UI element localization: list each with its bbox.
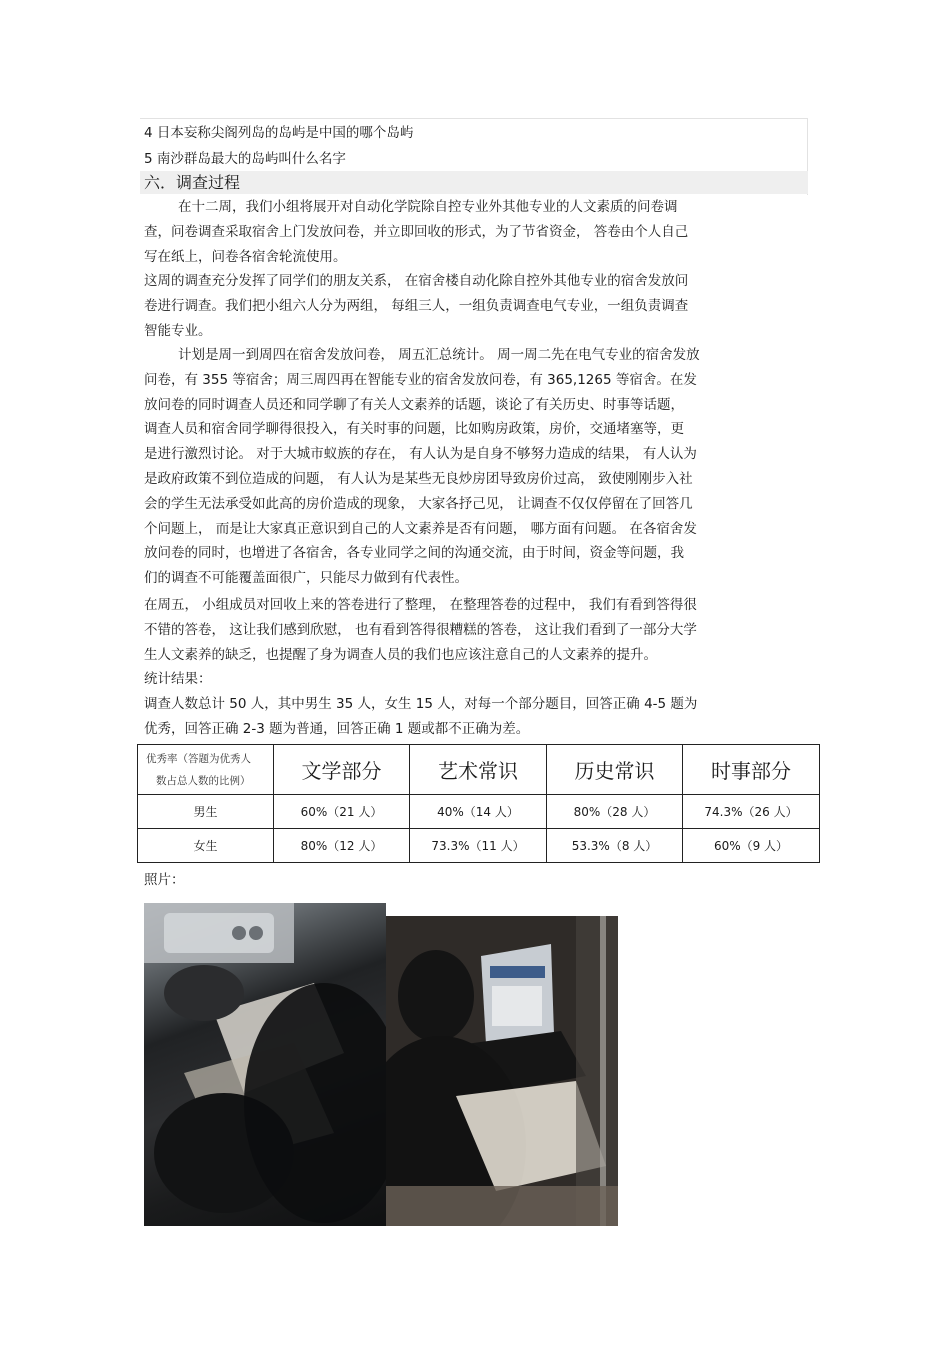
text-line: 智能专业。 <box>144 322 212 339</box>
table-cell: 74.3%（26 人） <box>683 795 820 829</box>
table-cell: 60%（21 人） <box>274 795 410 829</box>
row-label: 女生 <box>138 829 274 863</box>
row-label: 男生 <box>138 795 274 829</box>
table-cell: 40%（14 人） <box>410 795 547 829</box>
text-line: 统计结果： <box>144 671 212 688</box>
text-line: 调查人数总计 50 人，其中男生 35 人，女生 15 人，对每一个部分题目，回答正确 4-5 题为 <box>144 696 698 713</box>
table-cell: 53.3%（8 人） <box>547 829 683 863</box>
photo-label: 照片： <box>144 872 185 888</box>
text-line: 放问卷的同时调查人员还和同学聊了有关人文素养的话题，谈论了有关历史、时事等话题， <box>144 396 684 413</box>
text-line: 在十二周，我们小组将展开对自动化学院除自控专业外其他专业的人文素质的问卷调 <box>178 199 678 215</box>
column-header: 历史常识 <box>547 745 683 795</box>
section-heading: 六．调查过程 <box>144 173 241 192</box>
question-5: 5 南沙群岛最大的岛屿叫什么名字 <box>144 151 346 167</box>
table-row <box>138 829 820 863</box>
section-heading-background <box>140 171 808 194</box>
table-cell: 80%（28 人） <box>547 795 683 829</box>
text-line: 查，问卷调查采取宿舍上门发放问卷，并立即回收的形式，为了节省资金， 答卷由个人自己 <box>144 223 689 240</box>
photo-2-illustration <box>386 916 618 1226</box>
text-line: 们的调查不可能覆盖面很广，只能尽力做到有代表性。 <box>144 570 468 587</box>
text-line: 个问题上， 而是让大家真正意识到自己的人文素养是否有问题， 哪方面有问题。 在各宿舍发 <box>144 520 697 537</box>
paragraph-survey-groups <box>144 269 809 343</box>
text-line: 不错的答卷， 这让我们感到欣慰， 也有看到答得很糟糕的答卷， 这让我们看到了一部分大学 <box>144 621 697 638</box>
text-line: 生人文素养的缺乏，也提醒了身为调查人员的我们也应该注意自己的人文素养的提升。 <box>144 646 657 663</box>
table-cell: 80%（12 人） <box>274 829 410 863</box>
table-row <box>138 795 820 829</box>
table-corner-header: 优秀率（答题为优秀人 数占总人数的比例） <box>138 745 274 795</box>
text-line: 在周五， 小组成员对回收上来的答卷进行了整理， 在整理答卷的过程中， 我们有看到答得很 <box>144 597 697 613</box>
column-header: 艺术常识 <box>410 745 547 795</box>
text-line: 会的学生无法承受如此高的房价造成的现象， 大家各抒己见， 让调查不仅仅停留在了回答几 <box>144 495 693 512</box>
column-header: 文学部分 <box>274 745 410 795</box>
text-line: 这周的调查充分发挥了同学们的朋友关系， 在宿舍楼自动化除自控外其他专业的宿舍发放问 <box>144 273 689 289</box>
table-header-row <box>138 745 820 795</box>
photo-using-laptop <box>386 916 618 1226</box>
text-line: 放问卷的同时，也增进了各宿舍，各专业同学之间的沟通交流，由于时间，资金等问题，我 <box>144 545 684 562</box>
results-table <box>137 744 820 863</box>
text-line: 卷进行调查。我们把小组六人分为两组， 每组三人，一组负责调查电气专业，一组负责调查 <box>144 297 689 314</box>
table-cell: 60%（9 人） <box>683 829 820 863</box>
column-header: 时事部分 <box>683 745 820 795</box>
table-cell: 73.3%（11 人） <box>410 829 547 863</box>
text-line: 是进行激烈讨论。 对于大城市蚁族的存在， 有人认为是自身不够努力造成的结果， 有人认为 <box>144 446 697 463</box>
text-line: 调查人员和宿舍同学聊得很投入，有关时事的问题，比如购房政策，房价，交通堵塞等，更 <box>144 421 684 438</box>
text-line: 问卷，有 355 等宿舍；周三周四再在智能专业的宿舍发放问卷，有 365,1265 等宿舍。在发 <box>144 371 697 388</box>
photo-filling-questionnaire <box>144 903 386 1226</box>
text-line: 写在纸上，问卷各宿舍轮流使用。 <box>144 248 347 265</box>
paragraph-plan-intro <box>144 195 809 269</box>
question-4: 4 日本妄称尖阁列岛的岛屿是中国的哪个岛屿 <box>144 125 414 141</box>
photo-1-illustration <box>144 903 386 1226</box>
paragraph-results-intro <box>144 593 809 742</box>
paragraph-schedule <box>144 343 809 591</box>
text-line: 计划是周一到周四在宿舍发放问卷， 周五汇总统计。 周一周二先在电气专业的宿舍发放 <box>178 347 700 363</box>
text-line: 优秀，回答正确 2-3 题为普通，回答正确 1 题或都不正确为差。 <box>144 720 530 737</box>
text-line: 是政府政策不到位造成的问题， 有人认为是某些无良炒房团导致房价过高， 致使刚刚步入社 <box>144 470 693 487</box>
